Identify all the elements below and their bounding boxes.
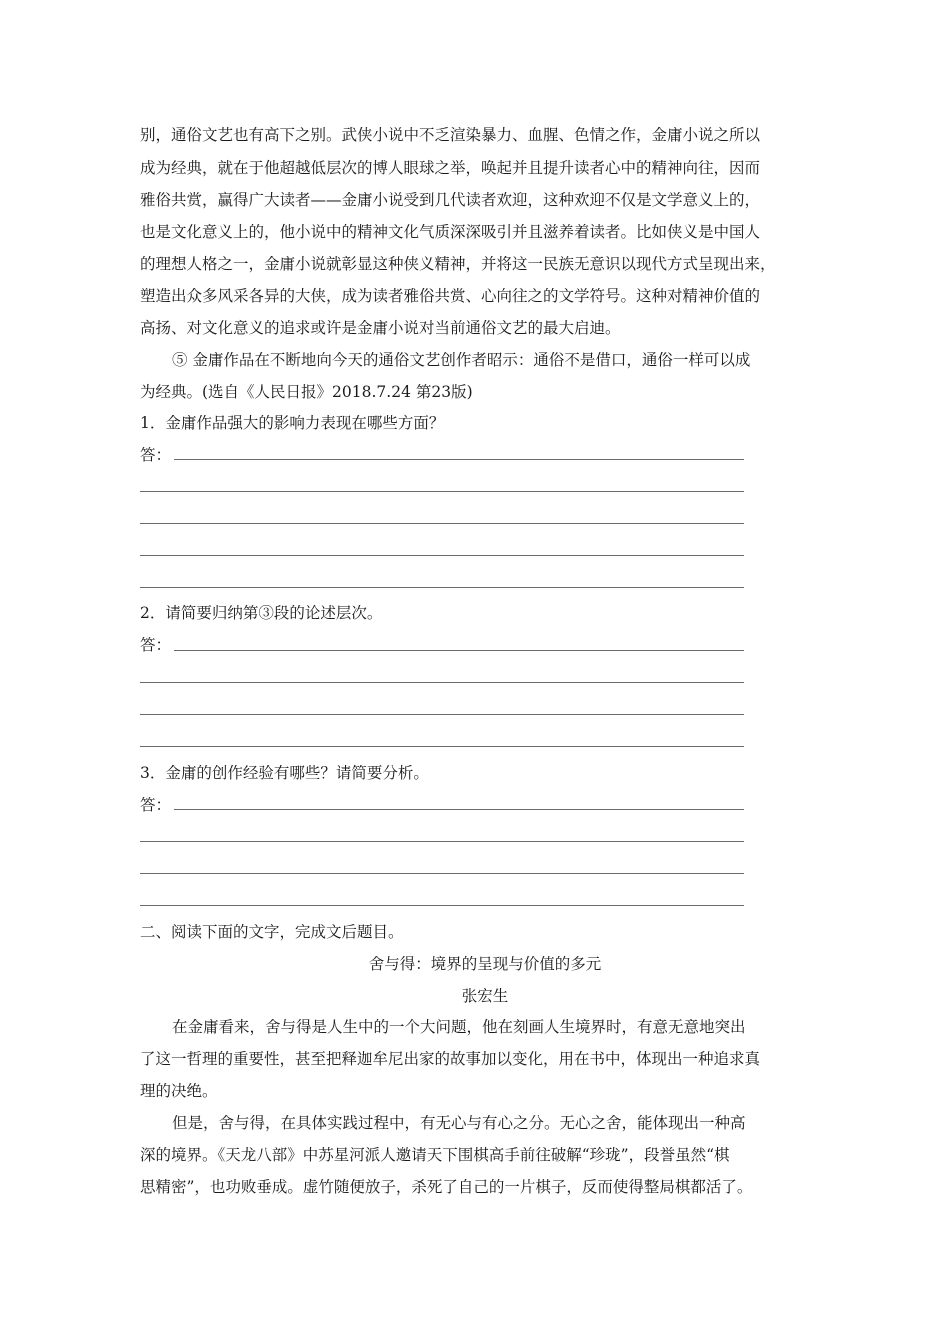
- passage-line: ⑤ 金庸作品在不断地向今天的通俗文艺创作者昭示：通俗不是借口，通俗一样可以成: [172, 351, 751, 369]
- answer-line[interactable]: [140, 873, 744, 874]
- article-line: 理的决绝。: [140, 1082, 218, 1100]
- question-2: 2．请简要归纳第③段的论述层次。: [140, 604, 383, 622]
- passage-line: 也是文化意义上的，他小说中的精神文化气质深深吸引并且滋养着读者。比如侠义是中国人: [140, 223, 761, 241]
- answer-line[interactable]: [140, 714, 744, 715]
- answer-line[interactable]: [140, 841, 744, 842]
- passage-line: 高扬、对文化意义的追求或许是金庸小说对当前通俗文艺的最大启迪。: [140, 319, 621, 337]
- answer-label: 答：: [140, 446, 172, 464]
- article-line: 思精密”，也功败垂成。虚竹随便放子，杀死了自己的一片棋子，反而使得整局棋都活了。: [140, 1178, 753, 1196]
- answer-line[interactable]: [174, 459, 744, 460]
- passage-line: 成为经典，就在于他超越低层次的博人眼球之举，唤起并且提升读者心中的精神向往，因而: [140, 159, 761, 177]
- article-line: 深的境界。《天龙八部》中苏星河派人邀请天下围棋高手前往破解“珍珑”，段誉虽然“棋: [140, 1146, 730, 1164]
- answer-line[interactable]: [140, 523, 744, 524]
- answer-line[interactable]: [174, 809, 744, 810]
- passage-line: 塑造出众多风采各异的大侠，成为读者雅俗共赏、心向往之的文学符号。这种对精神价值的: [140, 287, 761, 305]
- answer-line[interactable]: [140, 905, 744, 906]
- article-line: 在金庸看来，舍与得是人生中的一个大问题，他在刻画人生境界时，有意无意地突出: [172, 1018, 746, 1036]
- answer-line[interactable]: [140, 555, 744, 556]
- passage-line: 的理想人格之一，金庸小说就彰显这种侠义精神，并将这一民族无意识以现代方式呈现出来，: [140, 255, 776, 273]
- passage-source-line: 为经典。(选自《人民日报》2018.7.24 第23版): [140, 383, 473, 401]
- question-3: 3．金庸的创作经验有哪些？请简要分析。: [140, 764, 429, 782]
- answer-line[interactable]: [140, 491, 744, 492]
- article-line: 但是，舍与得，在具体实践过程中，有无心与有心之分。无心之舍，能体现出一种高: [172, 1114, 746, 1132]
- question-1: 1．金庸作品强大的影响力表现在哪些方面？: [140, 414, 445, 432]
- answer-label: 答：: [140, 796, 172, 814]
- section-two-instruction: 二、阅读下面的文字，完成文后题目。: [140, 923, 404, 941]
- article-title: 舍与得：境界的呈现与价值的多元: [368, 955, 602, 973]
- answer-line[interactable]: [140, 682, 744, 683]
- answer-line[interactable]: [140, 746, 744, 747]
- answer-line[interactable]: [140, 587, 744, 588]
- article-author: 张宏生: [461, 987, 509, 1005]
- passage-line: 别，通俗文艺也有高下之别。武侠小说中不乏渲染暴力、血腥、色情之作，金庸小说之所以: [140, 126, 761, 144]
- article-line: 了这一哲理的重要性，甚至把释迦牟尼出家的故事加以变化，用在书中，体现出一种追求真: [140, 1050, 761, 1068]
- answer-line[interactable]: [174, 650, 744, 651]
- passage-line: 雅俗共赏，赢得广大读者——金庸小说受到几代读者欢迎，这种欢迎不仅是文学意义上的，: [140, 191, 761, 209]
- answer-label: 答：: [140, 636, 172, 654]
